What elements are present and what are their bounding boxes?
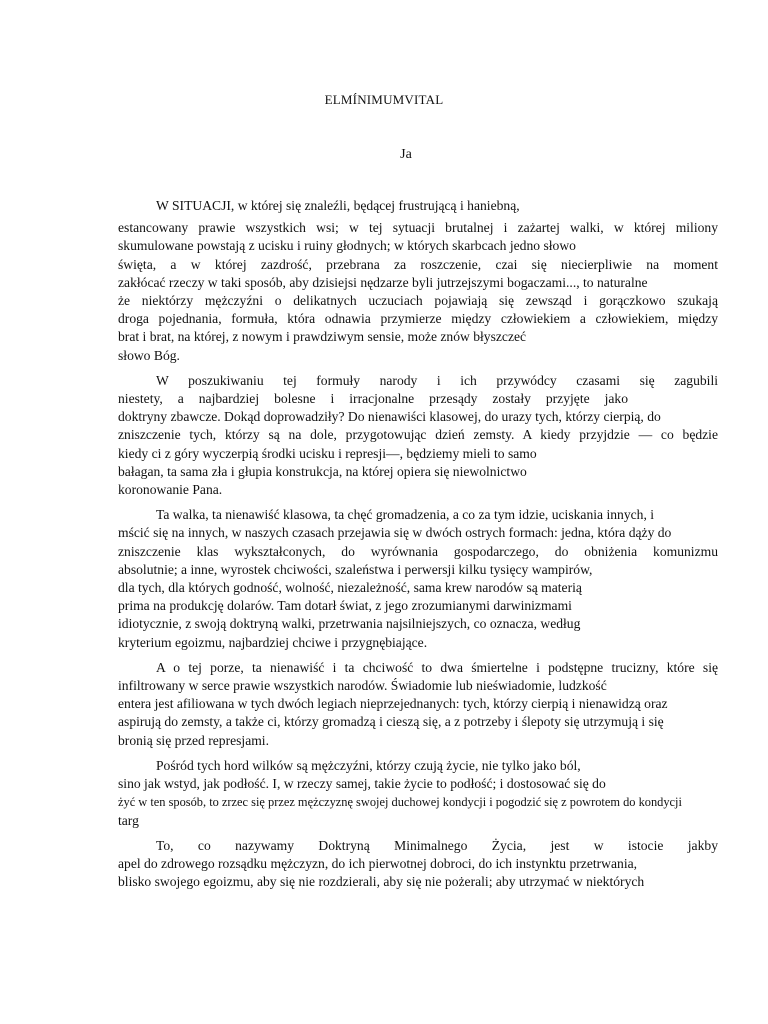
- text-line: entera jest afiliowana w tych dwóch legiach nieprzejednanych: tych, którzy cierpią i nienawidzą oraz: [118, 696, 668, 712]
- text-line: targ: [118, 812, 139, 828]
- text-line: sino jak wstyd, jak podłość. I, w rzeczy samej, takie życie to podłość; i dostosować się do: [118, 776, 606, 792]
- text-line: To, co nazywamy Doktryną Minimalnego Życia, jest w istocie jakby: [156, 837, 718, 853]
- text-line: bałagan, ta sama zła i głupia konstrukcja, na której opiera się niewolnictwo: [118, 463, 527, 479]
- text-line: Ta walka, ta nienawiść klasowa, ta chęć gromadzenia, a co za tym idzie, uciskania innych, i: [156, 507, 655, 523]
- text-line: niestety, a najbardziej bolesne i irracjonalne przesądy zostały przyjęte jako: [118, 391, 628, 407]
- text-line: absolutnie; a inne, wyrostek chciwości, szaleństwa i perwersji kilku tysięcy wampirów,: [118, 561, 593, 577]
- text-line: zniszczenie tych, którzy są na dole, przygotowując dzień zemsty. A kiedy przyjdzie — co będzie: [118, 427, 718, 443]
- paragraph: [118, 659, 718, 750]
- paragraph: [118, 837, 718, 892]
- text-line: droga pojednania, formuła, która odnawia przymierze między człowiekiem a człowiekiem, między: [118, 311, 718, 327]
- text-line: że niektórzy mężczyźni o delikatnych uczuciach pojawiają się zewsząd i gorączkowo szukają: [118, 293, 718, 309]
- text-line: żyć w ten sposób, to zrzec się przez mężczyznę swojej duchowej kondycji i pogodzić się z powrotem do kondycji: [118, 795, 682, 810]
- text-line: estancowany prawie wszystkich wsi; w tej sytuacji brutalnej i zażartej walki, w której miliony: [118, 220, 718, 236]
- paragraph: [118, 506, 718, 652]
- paragraph: [118, 372, 718, 499]
- text-line: zakłócać rzeczy w taki sposób, aby dzisiejsi nędzarze byli jutrzejszymi bogaczami..., to naturalne: [118, 274, 648, 290]
- text-line: święta, a w której zazdrość, przebrana za roszczenie, czai się niecierpliwie na moment: [118, 256, 718, 272]
- text-line: kiedy ci z góry wyczerpią środki ucisku i represji—, będziemy mieli to samo: [118, 445, 537, 461]
- text-line: infiltrowany w serce prawie wszystkich narodów. Świadomie lub nieświadomie, ludzkość: [118, 678, 607, 694]
- text-line: bronią się przed represjami.: [118, 732, 269, 748]
- text-line: koronowanie Pana.: [118, 482, 223, 498]
- document-subtitle: Ja: [400, 147, 412, 162]
- text-line: mścić się na innych, w naszych czasach przejawia się w dwóch ostrych formach: jedna, która dąży do: [118, 525, 672, 541]
- text-line: blisko swojego egoizmu, aby się nie rozdzierali, aby się nie pożerali; aby utrzymać w niektórych: [118, 874, 645, 890]
- text-line: apel do zdrowego rozsądku mężczyzn, do ich pierwotnej dobroci, do ich instynktu przetrwania,: [118, 855, 638, 871]
- paragraph: [118, 757, 718, 830]
- text-line: prima na produkcję dolarów. Tam dotarł świat, z jego zrozumianymi darwinizmami: [118, 598, 572, 614]
- text-line: brat i brat, na której, z nowym i prawdziwym sensie, może znów błyszczeć: [118, 329, 527, 345]
- text-line: A o tej porze, ta nienawiść i ta chciwość to dwa śmiertelne i podstępne trucizny, które się: [156, 659, 718, 675]
- text-line: kryterium egoizmu, najbardziej chciwe i przygnębiające.: [118, 634, 428, 650]
- text-line: doktryny zbawcze. Dokąd doprowadziły? Do nienawiści klasowej, do urazy tych, którzy cierpią, do: [118, 409, 661, 425]
- text-line: W SITUACJI, w której się znaleźli, będącej frustrującą i haniebną,: [156, 198, 520, 213]
- document-title: ELMÍNIMUMVITAL: [324, 92, 444, 107]
- text-line: W poszukiwaniu tej formuły narody i ich przywódcy czasami się zagubili: [156, 372, 718, 388]
- text-line: dla tych, dla których godność, wolność, niezależność, sama krew narodów są materią: [118, 580, 582, 596]
- document-body: [118, 197, 718, 898]
- text-line: aspirują do zemsty, a także ci, którzy gromadzą i cieszą się, a z potrzeby i ślepoty się utrzymują i się: [118, 714, 664, 730]
- text-line: słowo Bóg.: [118, 347, 180, 363]
- text-line: Pośród tych hord wilków są mężczyźni, którzy czują życie, nie tylko jako ból,: [156, 757, 581, 773]
- text-line: skumulowane powstają z ucisku i ruiny głodnych; w których skarbcach jedno słowo: [118, 238, 576, 254]
- text-line: zniszczenie klas wykształconych, do wyrównania gospodarczego, do obniżenia komunizmu: [118, 543, 718, 559]
- text-line: idiotycznie, z swoją doktryną walki, przetrwania najsilniejszych, co oznacza, według: [118, 616, 581, 632]
- paragraph: [118, 197, 718, 365]
